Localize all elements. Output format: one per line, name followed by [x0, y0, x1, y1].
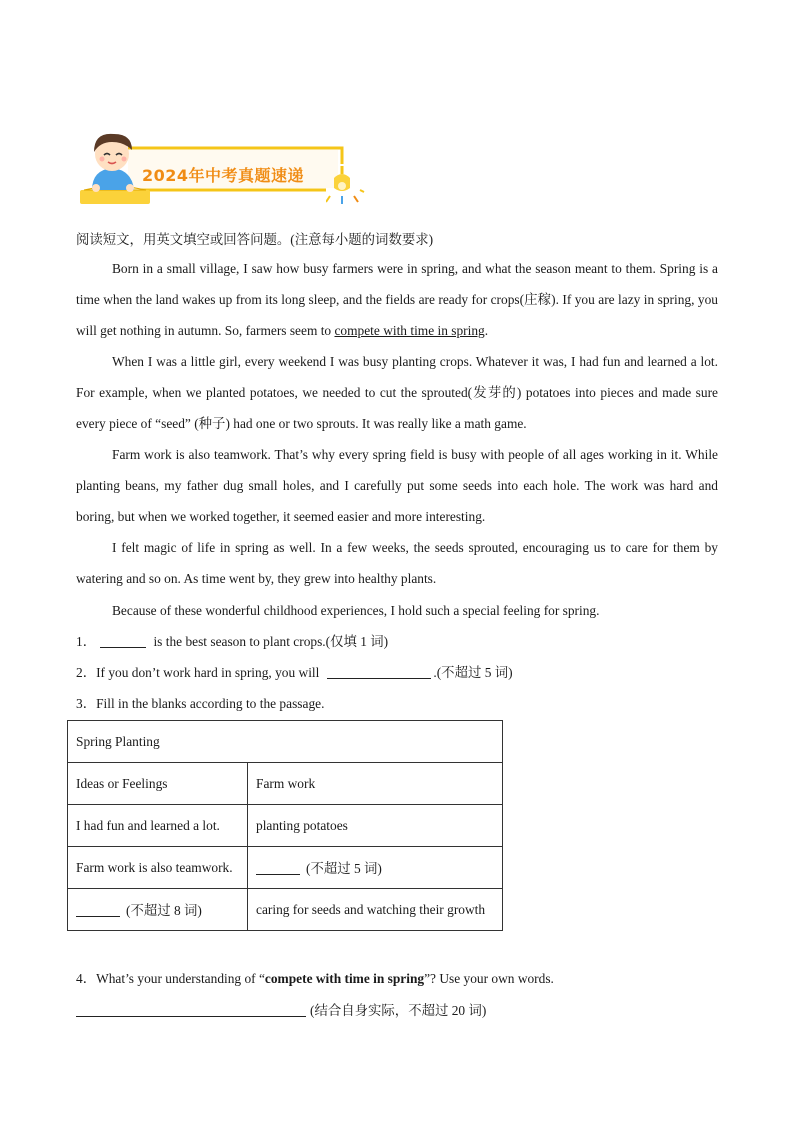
word-limit-note: (仅填 1 词) [325, 634, 389, 649]
answer-blank[interactable] [76, 902, 120, 917]
passage-paragraph-2: When I was a little girl, every weekend I was busy planting crops. Whatever it was, I had fun and learned a lot. For example, when we planted potatoes, we needed to cut the sprouted(发芽的) potatoes into pieces and made sure every piece of “seed” (种子) had one or two sprouts. It was really like a math game. [76, 354, 718, 431]
word-limit-note: (不超过 8 词) [126, 903, 202, 918]
word-limit-note: (结合自身实际，不超过 20 词) [310, 1003, 487, 1018]
paragraph-text: Born in a small village, I saw how busy farmers were in spring, and what the season meant to them. Spring is a time when the land wakes up from its long sleep, and the fields are ready for crops(庄稼). If you are lazy in spring, you will get nothing in autumn. So, farmers seem to [76, 261, 718, 338]
question-text: What’s your understanding of “ [96, 971, 265, 986]
question-number: 2． [76, 665, 97, 680]
table-row [68, 763, 503, 805]
table-row [68, 889, 503, 931]
instructions: 阅读短文，用英文填空或回答问题。(注意每小题的词数要求) [76, 232, 434, 247]
table-header-cell: Farm work [248, 763, 503, 805]
word-limit-note: (不超过 5 词) [306, 861, 382, 876]
table-cell: caring for seeds and watching their growth [248, 889, 503, 931]
answer-blank[interactable] [327, 664, 431, 679]
table-cell: I had fun and learned a lot. [68, 805, 248, 847]
table-cell: Farm work is also teamwork. [68, 847, 248, 889]
table-title-cell: Spring Planting [68, 721, 503, 763]
answer-blank[interactable] [100, 633, 146, 648]
question-2 [76, 657, 513, 688]
question-3 [76, 688, 324, 719]
question-text: is the best season to plant crops. [153, 634, 326, 649]
passage-paragraph-3: Farm work is also teamwork. That’s why every spring field is busy with people of all ages working in it. While planting beans, my father dug small holes, and I carefully put some seeds into each hole. The work was hard and boring, but when we worked together, it seemed easier and more interesting. [76, 447, 718, 524]
question-1 [76, 626, 388, 657]
table-row [68, 805, 503, 847]
question-text: If you don’t work hard in spring, you will [96, 665, 320, 680]
table-header-cell: Ideas or Feelings [68, 763, 248, 805]
table-cell: planting potatoes [248, 805, 503, 847]
light-bulb-icon [326, 162, 366, 212]
question-text: Fill in the blanks according to the passage. [96, 696, 325, 711]
spring-planting-table [67, 720, 503, 931]
table-cell [248, 847, 503, 889]
table-cell [68, 889, 248, 931]
passage-paragraph-4: I felt magic of life in spring as well. In a few weeks, the seeds sprouted, encouraging us to care for them by watering and so on. As time went by, they grew into healthy plants. [76, 540, 718, 586]
question-number: 3． [76, 696, 97, 711]
bold-phrase: compete with time in spring [264, 971, 425, 986]
passage-paragraph-1 [76, 253, 718, 346]
table-row [68, 721, 503, 763]
passage-paragraph-5: Because of these wonderful childhood experiences, I hold such a special feeling for spring. [112, 603, 600, 618]
paragraph-text: . [484, 323, 489, 338]
question-4-answer-line [76, 995, 486, 1026]
question-number: 1． [76, 634, 97, 649]
table-row [68, 847, 503, 889]
question-4 [76, 963, 554, 994]
banner-title: 2024年中考真题速递 [142, 166, 305, 185]
answer-blank[interactable] [76, 1002, 306, 1017]
word-limit-note: .(不超过 5 词) [433, 665, 513, 680]
underlined-phrase: compete with time in spring [334, 323, 485, 338]
answer-blank[interactable] [256, 860, 300, 875]
question-number: 4． [76, 971, 97, 986]
question-text: ”? Use your own words. [424, 971, 554, 986]
